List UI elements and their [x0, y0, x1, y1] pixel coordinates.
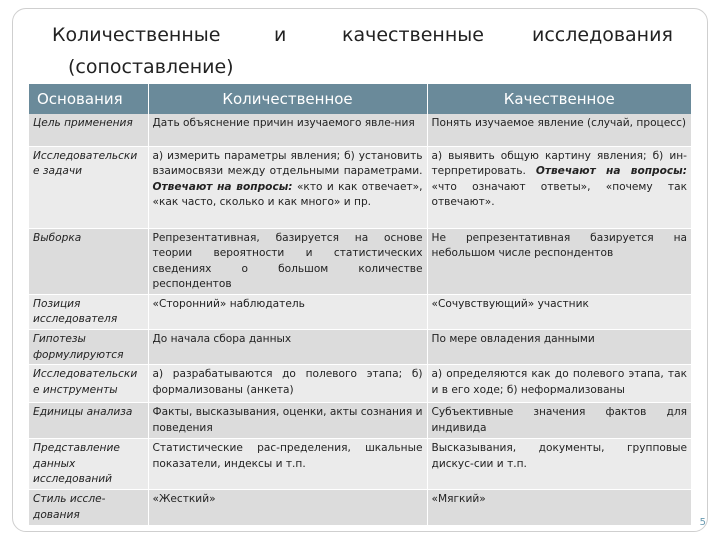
quant-cell: «Сторонний» наблюдатель — [148, 294, 427, 329]
row-label: Единицы анализа — [29, 403, 148, 439]
quant-cell: Репрезентативная, базируется на основе теории вероятности и статистических сведениях о большом количестве респондентов — [148, 228, 427, 294]
table-row — [29, 294, 691, 329]
row-label: Гипотезы формулируются — [29, 330, 148, 365]
qual-text: а) выявить общую картину явления; б) ин-терпретировать. — [431, 149, 687, 178]
row-label: Позиция исследователя — [29, 294, 148, 329]
header-basis: Основания — [29, 84, 148, 114]
qual-cell: «Сочувствующий» участник — [427, 294, 691, 329]
table-header-row — [29, 84, 691, 114]
header-qualitative: Качественное — [427, 84, 691, 114]
quant-cell: Статистические рас-пределения, шкальные показатели, индексы и т.п. — [148, 439, 427, 490]
qual-bold-text: Отвечают на вопросы: — [535, 165, 687, 178]
quant-cell — [148, 146, 427, 228]
title-word-4: исследования — [532, 24, 673, 46]
title-word-2: и — [274, 24, 287, 46]
quant-cell: «Жесткий» — [148, 490, 427, 526]
title-word-3: качественные — [342, 24, 484, 46]
qual-cell: Понять изучаемое явление (случай, процесс) — [427, 114, 691, 146]
slide-subtitle: (сопоставление) — [68, 56, 234, 78]
table-row — [29, 330, 691, 365]
qual-cell: «Мягкий» — [427, 490, 691, 526]
quant-tail-text: «кто и как отвечает», «как часто, сколько и как много» и пр. — [152, 180, 423, 209]
row-label: Исследовательски е задачи — [29, 146, 148, 228]
qual-cell: По мере овладения данными — [427, 330, 691, 365]
row-label: Исследовательски е инструменты — [29, 365, 148, 403]
qual-cell: Субъективные значения фактов для индивида — [427, 403, 691, 439]
title-word-1: Количественные — [52, 24, 221, 46]
quant-cell: Факты, высказывания, оценки, акты сознания и поведения — [148, 403, 427, 439]
table-row — [29, 365, 691, 403]
row-label: Стиль иссле-дования — [29, 490, 148, 526]
table-row — [29, 403, 691, 439]
comparison-table — [29, 84, 691, 526]
qual-cell — [427, 146, 691, 228]
table-row — [29, 228, 691, 294]
row-label: Выборка — [29, 228, 148, 294]
table-row — [29, 114, 691, 146]
qual-cell: а) определяются как до полевого этапа, так и в его ходе; б) неформализованы — [427, 365, 691, 403]
header-quantitative: Количественное — [148, 84, 427, 114]
quant-text: а) измерить параметры явления; б) установить взаимосвязи между отдельными параметрами. — [152, 149, 423, 178]
table-row — [29, 439, 691, 490]
page-number: 5 — [699, 517, 706, 528]
quant-cell: а) разрабатываются до полевого этапа; б) формализованы (анкета) — [148, 365, 427, 403]
table-row — [29, 490, 691, 526]
qual-tail-text: «что означают ответы», «почему так отвечают». — [431, 180, 687, 209]
qual-cell: Не репрезентативная базируется на небольшом числе респондентов — [427, 228, 691, 294]
table-row — [29, 146, 691, 228]
qual-cell: Высказывания, документы, групповые дискус-сии и т.п. — [427, 439, 691, 490]
quant-cell: Дать объяснение причин изучаемого явле-ния — [148, 114, 427, 146]
row-label: Цель применения — [29, 114, 148, 146]
row-label: Представление данных исследований — [29, 439, 148, 490]
quant-cell: До начала сбора данных — [148, 330, 427, 365]
quant-bold-text: Отвечают на вопросы: — [152, 180, 293, 193]
